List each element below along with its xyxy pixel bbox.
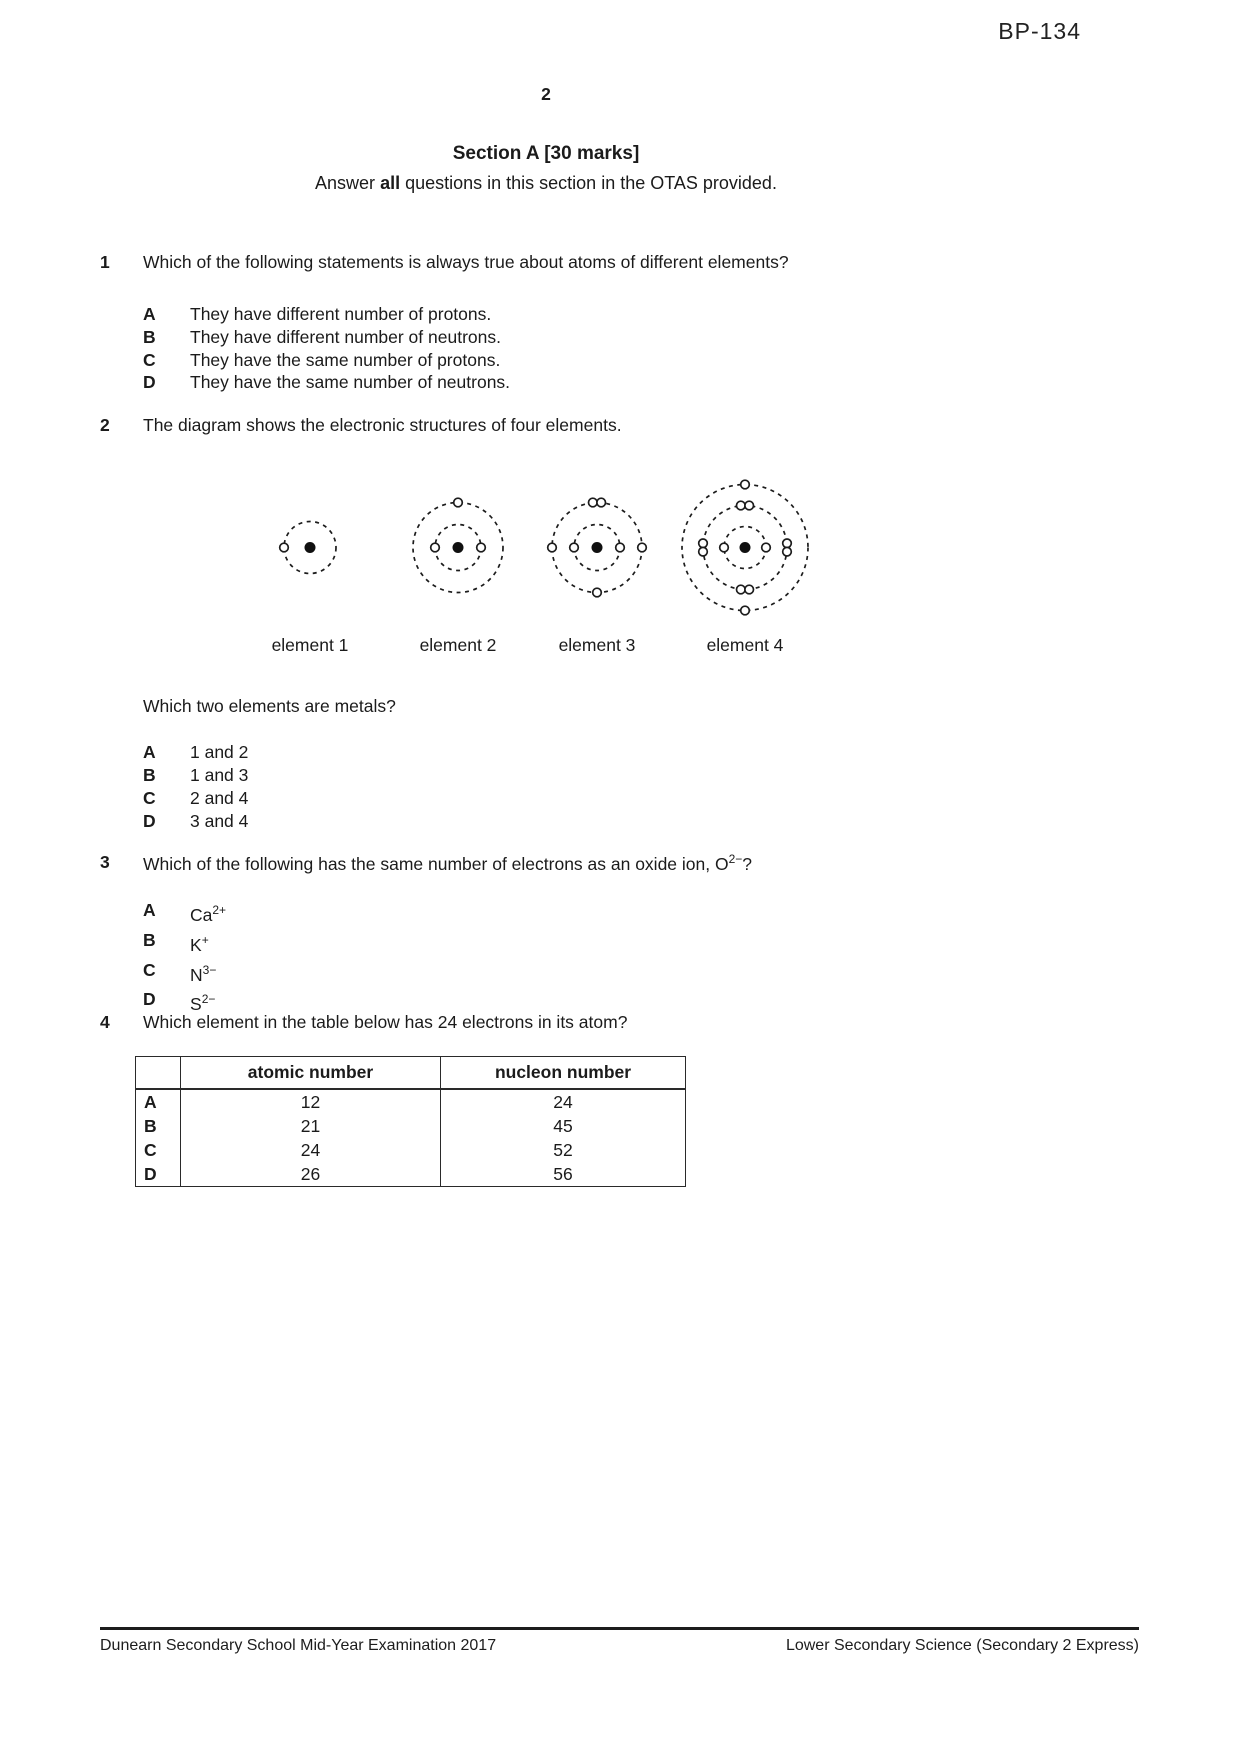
- question-4-table: [135, 1056, 686, 1187]
- question-4: [100, 1012, 627, 1033]
- page-number: 2: [541, 84, 551, 104]
- ion-formula: [190, 958, 216, 988]
- option-text: They have different number of protons.: [190, 304, 492, 324]
- question-1: [100, 252, 789, 394]
- question-3-text-post: ?: [742, 853, 753, 874]
- question-2-sub-question: Which two elements are metals?: [143, 696, 396, 716]
- oxide-ion-superscript: 2−: [728, 852, 743, 866]
- table-row: [136, 1138, 686, 1162]
- question-4-number: 4: [100, 1012, 110, 1032]
- option-row: [143, 349, 789, 372]
- atom-label: element 1: [271, 635, 349, 655]
- nucleon-number-cell: 24: [441, 1089, 686, 1114]
- question-3-text: [143, 852, 752, 875]
- ion-base: S: [190, 994, 202, 1015]
- option-letter: D: [143, 989, 156, 1010]
- option-letter: D: [143, 372, 156, 393]
- question-3-options: [143, 898, 226, 1017]
- option-row: [143, 898, 226, 928]
- ion-charge: 2−: [201, 992, 216, 1007]
- option-row: [143, 810, 248, 833]
- electronic-structures-diagram: [0, 460, 1092, 675]
- option-row: [143, 764, 248, 787]
- row-label: D: [136, 1162, 181, 1187]
- atom-diagram-element-4-icon: [665, 460, 825, 635]
- question-1-text: Which of the following statements is always true about atoms of different elements?: [143, 252, 789, 272]
- column-header: nucleon number: [441, 1057, 686, 1090]
- option-text: They have different number of neutrons.: [190, 326, 501, 347]
- instruction-bold: all: [380, 173, 401, 193]
- option-letter: C: [143, 349, 156, 370]
- option-letter: B: [143, 765, 156, 785]
- ion-formula: [190, 928, 209, 958]
- row-label: C: [136, 1138, 181, 1162]
- ion-charge: +: [201, 932, 209, 947]
- nucleon-number-cell: 45: [441, 1114, 686, 1138]
- option-text: They have the same number of protons.: [190, 349, 501, 370]
- option-row: [143, 787, 248, 810]
- ion-formula: [190, 898, 226, 928]
- atom-diagram-element-3-icon: [532, 460, 662, 635]
- atom-element-2: [393, 460, 523, 656]
- nucleon-number-cell: 56: [441, 1162, 686, 1187]
- ion-base: Ca: [190, 904, 213, 925]
- ion-charge: 3−: [202, 962, 217, 977]
- option-row: [143, 326, 789, 349]
- instruction-pre: Answer: [315, 173, 381, 193]
- table-row: [136, 1089, 686, 1114]
- option-row: [143, 958, 226, 988]
- table-row: [136, 1114, 686, 1138]
- option-text: They have the same number of neutrons.: [190, 372, 511, 393]
- option-letter: A: [143, 900, 156, 920]
- ion-charge: 2+: [212, 903, 227, 917]
- option-text: 2 and 4: [190, 788, 249, 808]
- bp-code: BP-134: [998, 18, 1081, 44]
- option-row: [143, 928, 226, 958]
- section-header: [0, 142, 1092, 194]
- atom-element-3: [532, 460, 662, 656]
- question-1-options: [143, 303, 789, 394]
- row-label: A: [136, 1089, 181, 1114]
- row-label: B: [136, 1114, 181, 1138]
- question-3: [100, 852, 752, 875]
- question-4-text: Which element in the table below has 24 electrons in its atom?: [143, 1012, 628, 1032]
- footer-subject: Lower Secondary Science (Secondary 2 Express): [785, 1637, 1139, 1654]
- question-3-number: 3: [100, 852, 110, 872]
- question-2-text: The diagram shows the electronic structures of four elements.: [143, 415, 622, 435]
- option-row: [143, 303, 789, 326]
- instruction-post: questions in this section in the OTAS provided.: [400, 173, 777, 193]
- question-2-number: 2: [100, 415, 110, 435]
- table-row: [136, 1162, 686, 1187]
- atom-label: element 2: [419, 635, 497, 655]
- option-letter: C: [143, 788, 156, 808]
- column-header: atomic number: [181, 1057, 441, 1090]
- atom-label: element 4: [706, 635, 784, 655]
- atomic-number-cell: 24: [181, 1138, 441, 1162]
- atom-diagram-element-2-icon: [393, 460, 523, 635]
- question-3-text-pre: Which of the following has the same number of electrons as an oxide ion, O: [143, 853, 729, 874]
- atomic-number-cell: 21: [181, 1114, 441, 1138]
- ion-base: N: [190, 964, 203, 985]
- page-footer: [100, 1627, 1139, 1655]
- option-text: 1 and 2: [190, 742, 249, 762]
- section-instruction: [0, 173, 1092, 194]
- atom-element-1: [250, 460, 370, 656]
- option-letter: A: [143, 742, 156, 762]
- option-letter: B: [143, 326, 156, 347]
- question-1-number: 1: [100, 252, 110, 272]
- section-title: Section A [30 marks]: [452, 143, 640, 164]
- option-letter: C: [143, 959, 156, 980]
- table-header-row: [136, 1057, 686, 1090]
- atom-label: element 3: [558, 635, 636, 655]
- question-2: [100, 415, 622, 436]
- option-text: 3 and 4: [190, 811, 249, 831]
- ion-base: K: [190, 934, 202, 955]
- atomic-number-cell: 26: [181, 1162, 441, 1187]
- table-corner-cell: [136, 1057, 181, 1090]
- atom-diagram-element-1-icon: [250, 460, 370, 635]
- nucleon-number-cell: 52: [441, 1138, 686, 1162]
- option-letter: A: [143, 304, 156, 324]
- option-letter: B: [143, 929, 156, 950]
- option-row: [143, 371, 789, 394]
- option-letter: D: [143, 811, 156, 831]
- question-2-options: [143, 741, 248, 833]
- footer-school: Dunearn Secondary School Mid-Year Examination 2017: [100, 1637, 497, 1654]
- option-text: 1 and 3: [190, 765, 249, 785]
- atom-element-4: [665, 460, 825, 656]
- atomic-number-cell: 12: [181, 1089, 441, 1114]
- option-row: [143, 741, 248, 764]
